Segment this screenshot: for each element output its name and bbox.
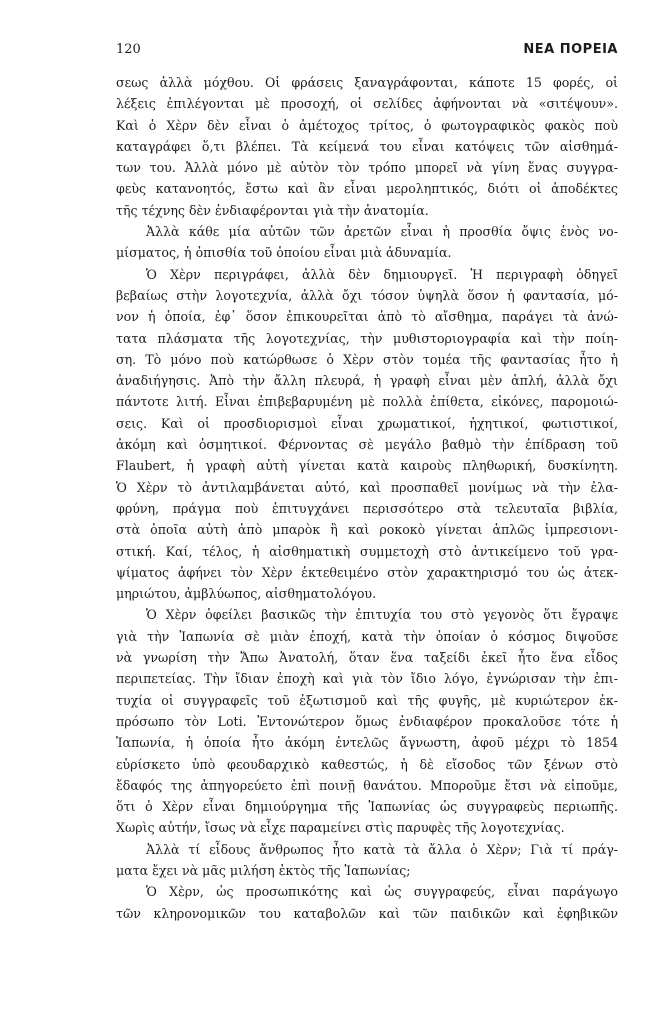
- running-head: ΝΕΑ ΠΟΡΕΙΑ: [523, 42, 618, 57]
- text-line: λέξεις ἐπιλέγονται μὲ προσοχή, οἱ σελίδες ἀφήνονται νὰ «σιτέψουν».: [116, 96, 618, 112]
- text-line: στὰ ὁποῖα αὐτὴ ἀπὸ μπαρὸκ ἢ καὶ ροκοκὸ γίνεται ἁπλῶς ἰμπρεσιονι-: [116, 522, 618, 538]
- text-line: Ὁ Χὲρν ὀφείλει βασικῶς τὴν ἐπιτυχία του στὸ γεγονὸς ὅτι ἔγραψε: [146, 607, 618, 623]
- text-line: ψίματος ἀφήνει τὸν Χὲρν ἐκτεθειμένο στὸν χαρακτηρισμό του ὡς ἀτεκ-: [116, 564, 618, 580]
- text-line: ση. Τὸ μόνο ποὺ κατώρθωσε ὁ Χὲρν στὸν τομέα τῆς φαντασίας ἦτο ἡ: [116, 351, 618, 367]
- text-line: των του. Ἀλλὰ μόνο μὲ αὐτὸν τὸν τρόπο μπορεῖ νὰ γίνη ἕνας συγγρα-: [116, 160, 618, 176]
- text-line: τῶν κληρονομικῶν του καταβολῶν καὶ τῶν παιδικῶν καὶ ἐφηβικῶν: [116, 905, 618, 921]
- text-line: ἀκόμη καὶ ὀσμητικοί. Φέρνοντας σὲ μεγάλο βαθμὸ τὴν ἐπίδραση τοῦ: [116, 437, 618, 453]
- text-line: τυχία οἱ συγγραφεῖς τοῦ ἐξωτισμοῦ καὶ τῆς φυγῆς, μὲ κυριώτερον ἐκ-: [116, 692, 618, 708]
- text-line: Ὁ Χὲρν περιγράφει, ἀλλὰ δὲν δημιουργεῖ. Ἡ περιγραφὴ ὁδηγεῖ: [146, 266, 618, 282]
- text-line: Flaubert, ἡ γραφὴ αὐτὴ γίνεται κατὰ καιροὺς πληθωρική, δυσκίνητη.: [116, 458, 618, 474]
- text-line: νὰ γνωρίση τὴν Ἄπω Ἀνατολή, ὅταν ἕνα ταξείδι ἐκεῖ ἦτο ἕνα εἶδος: [116, 650, 618, 666]
- text-line: Καὶ ὁ Χὲρν δὲν εἶναι ὁ ἀμέτοχος τρίτος, ὁ φωτογραφικὸς φακὸς ποὺ: [116, 117, 618, 133]
- text-line: καταγράφει ὅ,τι βλέπει. Τὰ κείμενά του εἶναι κατόψεις τῶν αἰσθημά-: [116, 138, 618, 154]
- text-line: Ἀλλὰ κάθε μία αὐτῶν τῶν ἀρετῶν εἶναι ἡ προσθία ὄψις ἑνὸς νο-: [146, 224, 618, 240]
- page-number: 120: [116, 42, 141, 57]
- text-line: εὑρίσκετο ὑπὸ φεουδαρχικὸ καθεστώς, ἡ δὲ εἴσοδος τῶν ξένων στὸ: [116, 756, 618, 772]
- text-line: φεὺς κατανοητός, ἔστω καὶ ἂν εἶναι μεροληπτικός, διότι οἱ ἀποδέκτες: [116, 181, 618, 197]
- text-line: τατα πλάσματα τῆς λογοτεχνίας, τὴν μυθιστοριογραφία καὶ τὴν ποίη-: [116, 330, 618, 346]
- page-header: [116, 42, 618, 64]
- text-line: γιὰ τὴν Ἰαπωνία σὲ μιὰν ἐποχή, κατὰ τὴν ὁποίαν ὁ κόσμος διψοῦσε: [116, 628, 618, 644]
- text-line: στική. Καί, τέλος, ἡ αἰσθηματικὴ συμμετοχὴ στὸ ἀντικείμενο τοῦ γρα-: [116, 543, 618, 559]
- text-line: ματα ἔχει νὰ μᾶς μιλήση ἐκτὸς τῆς Ἰαπωνίας;: [116, 862, 411, 878]
- text-line: μίσματος, ἡ ὀπισθία τοῦ ὁποίου εἶναι μιὰ ἀδυναμία.: [116, 245, 452, 261]
- body-text: [116, 72, 618, 924]
- text-line: πρόσωπο τὸν Loti. Ἐντονώτερον ὅμως ἐνδιαφέρον προκαλοῦσε τότε ἡ: [116, 713, 618, 729]
- text-line: μηριώτου, ἀμβλύωπος, αἰσθηματολόγου.: [116, 586, 377, 602]
- text-line: Ἰαπωνία, ἡ ὁποία ἦτο ἀκόμη ἐντελῶς ἄγνωστη, ἀφοῦ μέχρι τὸ 1854: [116, 735, 618, 751]
- text-line: Ἀλλὰ τί εἶδους ἄνθρωπος ἦτο κατὰ τὰ ἄλλα ὁ Χὲρν; Γιὰ τί πράγ-: [146, 841, 618, 857]
- text-line: σεις. Καὶ οἱ προσδιορισμοὶ εἶναι χρωματικοί, ἠχητικοί, φωτιστικοί,: [116, 415, 618, 431]
- text-line: βεβαίως στὴν λογοτεχνία, ἀλλὰ ὄχι τόσον ὑψηλὰ ὅσον ἡ φαντασία, μό-: [116, 287, 618, 303]
- text-line: φρύνη, πράγμα ποὺ ἐπιτυγχάνει περισσότερο στὰ τελευταῖα βιβλία,: [116, 500, 618, 516]
- text-line: Ὁ Χὲρν τὸ ἀντιλαμβάνεται αὐτό, καὶ προσπαθεῖ μονίμως νὰ τὴν ἐλα-: [116, 479, 618, 495]
- text-line: Χωρὶς αὐτήν, ἴσως νὰ εἶχε παραμείνει στὶς παρυφὲς τῆς λογοτεχνίας.: [116, 820, 565, 836]
- text-line: νον ἡ ὁποία, ἐφ᾽ ὅσον ἐπικουρεῖται ἀπὸ τὸ αἴσθημα, παράγει τὰ ἀνώ-: [116, 309, 618, 325]
- text-line: ἀναδιήγησις. Ἀπὸ τὴν ἄλλη πλευρά, ἡ γραφὴ εἶναι μὲν ἁπλή, ἀλλὰ ὄχι: [116, 373, 618, 389]
- text-line: περιπετείας. Τὴν ἴδιαν ἐποχὴ καὶ γιὰ τὸν ἴδιο λόγο, ἐγνώρισαν τὴν ἐπι-: [116, 671, 618, 687]
- text-line: σεως ἀλλὰ μόχθου. Οἱ φράσεις ξαναγράφονται, κάποτε 15 φορές, οἱ: [116, 75, 618, 90]
- text-line: πάντοτε λιτή. Εἶναι ἐπιβεβαρυμένη μὲ πολλὰ ἐπίθετα, εἰκόνες, παρομοιώ-: [116, 394, 618, 410]
- text-line: ὅτι ὁ Χὲρν εἶναι δημιούργημα τῆς Ἰαπωνίας ὡς συγγραφεὺς περιωπῆς.: [116, 799, 618, 815]
- text-line: ἔδαφός της ἀπηγορεύετο ἐπὶ ποινῇ θανάτου. Μποροῦμε ἔτσι νὰ εἰποῦμε,: [116, 777, 618, 793]
- text-line: Ὁ Χὲρν, ὡς προσωπικότης καὶ ὡς συγγραφεύς, εἶναι παράγωγο: [146, 884, 618, 900]
- text-line: τῆς τέχνης δὲν ἐνδιαφέρονται γιὰ τὴν ἀνατομία.: [116, 202, 429, 218]
